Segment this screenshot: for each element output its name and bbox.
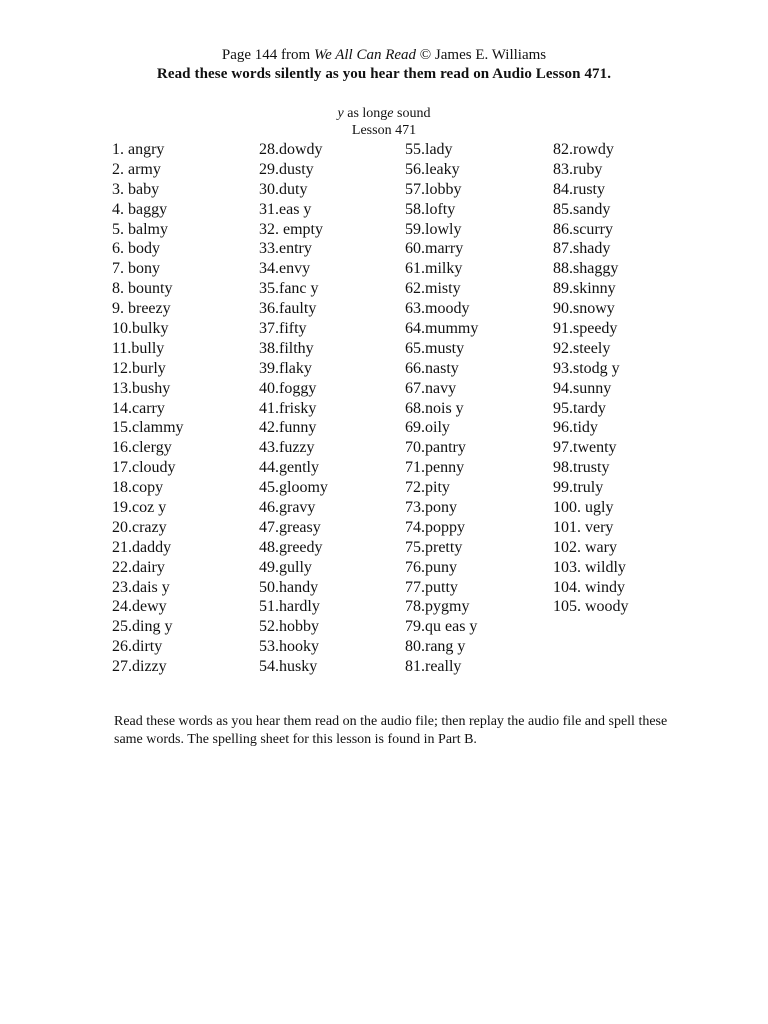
word-item: 47.greasy	[259, 518, 321, 536]
word-item: 25.ding y	[112, 618, 173, 636]
word-item: 14.carry	[112, 399, 165, 417]
word-item: 2. army	[112, 160, 161, 178]
page-source-prefix: Page 144 from	[221, 47, 311, 63]
word-item: 96.tidy	[553, 419, 598, 437]
word-item: 16.clergy	[112, 439, 172, 457]
word-item: 90.snowy	[553, 300, 615, 318]
word-item: 26.dirty	[112, 638, 163, 656]
word-item: 43.fuzzy	[259, 439, 315, 457]
word-item: 1. angry	[112, 141, 165, 158]
word-item: 41.frisky	[259, 399, 317, 417]
word-item: 33.entry	[259, 240, 312, 258]
word-item: 66.nasty	[405, 359, 459, 377]
word-item: 36.faulty	[259, 300, 317, 318]
word-item: 45.gloomy	[259, 479, 328, 497]
word-item: 60.marry	[405, 240, 464, 258]
word-item: 29.dusty	[259, 160, 314, 178]
word-item: 98.trusty	[553, 459, 610, 477]
word-item: 88.shaggy	[553, 260, 619, 278]
word-item: 23.dais y	[112, 578, 170, 596]
word-item: 76.puny	[405, 558, 457, 576]
word-item: 86.scurry	[553, 220, 613, 238]
word-item: 5. balmy	[112, 220, 168, 238]
word-item: 4. baggy	[112, 200, 168, 218]
lesson-number: Lesson 471	[351, 123, 417, 138]
word-item: 95.tardy	[553, 399, 606, 417]
word-item: 84.rusty	[553, 180, 605, 198]
word-item: 61.milky	[405, 260, 463, 278]
word-item: 99.truly	[553, 479, 604, 497]
word-item: 32. empty	[259, 220, 323, 238]
word-item: 68.nois y	[405, 399, 464, 417]
word-item: 20.crazy	[112, 518, 167, 536]
word-item: 78.pygmy	[405, 598, 470, 616]
word-item: 54.husky	[259, 658, 318, 676]
word-item: 101. very	[553, 518, 614, 536]
word-item: 55.lady	[405, 141, 453, 158]
word-item: 62.misty	[405, 280, 461, 298]
instruction-heading: Read these words silently as you hear them read on Audio Lesson 471.	[156, 66, 612, 82]
word-item: 75.pretty	[405, 538, 463, 556]
word-item: 6. body	[112, 240, 160, 258]
word-item: 22.dairy	[112, 558, 165, 576]
word-item: 10.bulky	[112, 320, 169, 338]
word-item: 92.steely	[553, 339, 611, 357]
word-item: 81.really	[405, 658, 462, 676]
word-item: 50.handy	[259, 578, 319, 596]
word-item: 56.leaky	[405, 160, 460, 178]
word-item: 82.rowdy	[553, 141, 614, 158]
word-item: 91.speedy	[553, 320, 618, 338]
word-item: 40.foggy	[259, 379, 317, 397]
word-item: 28.dowdy	[259, 141, 323, 158]
word-item: 42.funny	[259, 419, 317, 437]
word-item: 80.rang y	[405, 638, 466, 656]
word-item: 9. breezy	[112, 300, 171, 318]
word-item: 64.mummy	[405, 320, 479, 338]
word-item: 67.navy	[405, 379, 457, 397]
word-item: 73.pony	[405, 499, 457, 517]
word-column-4	[553, 140, 703, 617]
word-item: 38.filthy	[259, 339, 314, 357]
copyright-author: © James E. Williams	[419, 47, 547, 63]
word-item: 59.lowly	[405, 220, 462, 238]
word-item: 79.qu eas y	[405, 618, 478, 636]
word-item: 70.pantry	[405, 439, 466, 457]
word-column-1	[112, 140, 262, 677]
instruction-note: Read these words as you hear them read on the audio file; then replay the audio file and spell these same words. The spelling sheet for this lesson is found in Part B.	[114, 714, 668, 747]
word-item: 44.gently	[259, 459, 319, 477]
word-item: 8. bounty	[112, 280, 173, 298]
word-item: 103. wildly	[553, 558, 626, 576]
sound-letter-y: y	[337, 106, 344, 121]
word-item: 31.eas y	[259, 200, 312, 218]
sound-subtitle-middle: as long	[347, 106, 388, 121]
word-item: 94.sunny	[553, 379, 612, 397]
word-item: 18.copy	[112, 479, 164, 497]
word-item: 15.clammy	[112, 419, 184, 437]
word-item: 7. bony	[112, 260, 160, 278]
word-column-2	[259, 140, 409, 677]
page-source-line	[0, 46, 768, 64]
word-item: 48.greedy	[259, 538, 323, 556]
word-item: 85.sandy	[553, 200, 611, 218]
word-item: 58.lofty	[405, 200, 456, 218]
word-item: 35.fanc y	[259, 280, 319, 298]
word-item: 57.lobby	[405, 180, 462, 198]
word-item: 17.cloudy	[112, 459, 176, 477]
sound-letter-e: e	[387, 106, 394, 121]
sound-subtitle	[0, 105, 768, 122]
word-item: 77.putty	[405, 578, 458, 596]
word-item: 65.musty	[405, 339, 465, 357]
word-item: 13.bushy	[112, 379, 171, 397]
word-item: 104. windy	[553, 578, 625, 596]
word-item: 89.skinny	[553, 280, 616, 298]
word-item: 71.penny	[405, 459, 465, 477]
word-item: 37.fifty	[259, 320, 307, 338]
word-item: 34.envy	[259, 260, 311, 278]
word-item: 74.poppy	[405, 518, 465, 536]
word-item: 30.duty	[259, 180, 308, 198]
word-item: 53.hooky	[259, 638, 319, 656]
word-item: 100. ugly	[553, 499, 614, 517]
word-item: 27.dizzy	[112, 658, 167, 676]
word-item: 83.ruby	[553, 160, 603, 178]
word-item: 102. wary	[553, 538, 617, 556]
word-item: 63.moody	[405, 300, 470, 318]
word-item: 11.bully	[112, 339, 165, 357]
word-item: 19.coz y	[112, 499, 167, 517]
word-item: 52.hobby	[259, 618, 319, 636]
word-item: 12.burly	[112, 359, 166, 377]
book-title: We All Can Read	[313, 47, 417, 63]
word-item: 69.oily	[405, 419, 450, 437]
word-item: 93.stodg y	[553, 359, 620, 377]
word-item: 39.flaky	[259, 359, 312, 377]
word-item: 46.gravy	[259, 499, 316, 517]
word-item: 51.hardly	[259, 598, 320, 616]
word-item: 3. baby	[112, 180, 160, 198]
word-item: 24.dewy	[112, 598, 167, 616]
sound-subtitle-end: sound	[397, 106, 431, 121]
word-item: 105. woody	[553, 598, 629, 616]
word-item: 97.twenty	[553, 439, 617, 457]
word-item: 72.pity	[405, 479, 450, 497]
word-item: 49.gully	[259, 558, 312, 576]
word-column-3	[405, 140, 555, 677]
word-item: 21.daddy	[112, 538, 172, 556]
word-item: 87.shady	[553, 240, 611, 258]
